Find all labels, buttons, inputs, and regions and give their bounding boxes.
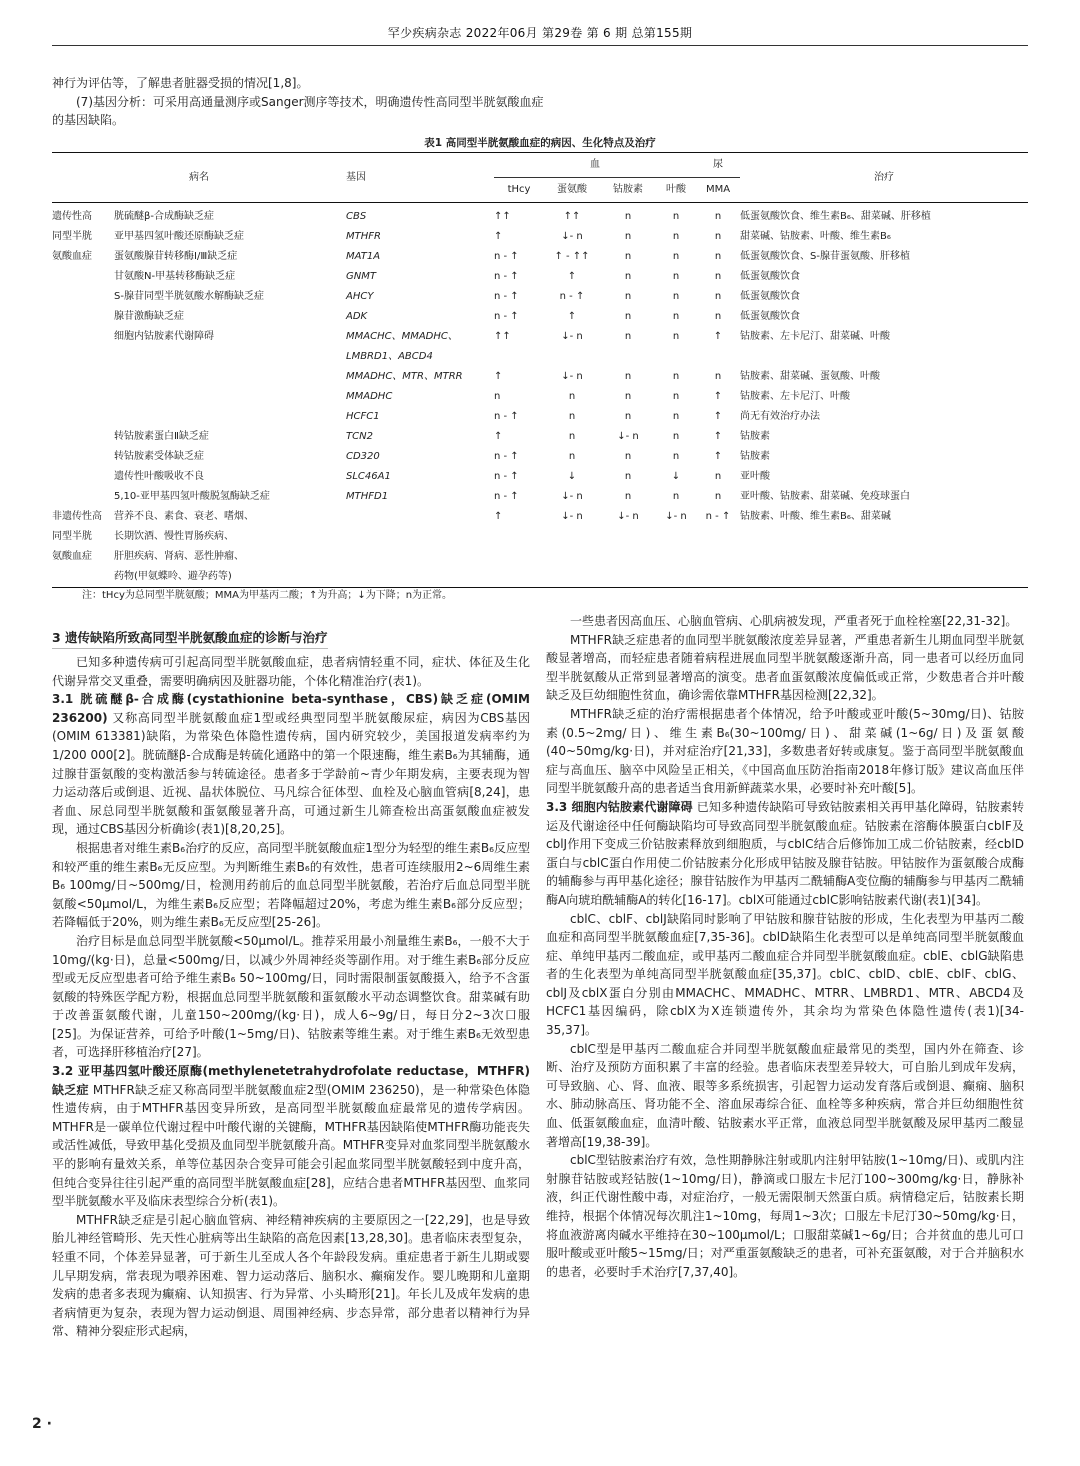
table-cell-thcy: n: [494, 391, 501, 402]
paragraph-3-1: 3.1 胱硫醚β-合成酶(cystathionine beta-synthase，CBS)缺乏症(OMIM 236200) 又称高同型半胱氨酸血症1型或经典型同型半胱氨酸尿症，病因为CBS基因(OMIM 613381)缺陷，为常染色体隐性遗传病，国内研究较少，美国报道发病率约为1/200 000[2]。胱硫醚β-合成酶是转硫化通路中的第一个限速酶，维生素B₆为其辅酶，通过腺苷蛋氨酸的变构激活参与转硫途径。患者多于学龄前~青少年期发病，主要表现为智力运动落后或倒退、近视、晶状体脱位、马凡综合征体型、血栓及心脑血管病[8,24]，患者血、尿总同型半胱氨酸和蛋氨酸显著升高，可通过新生儿筛查检出高蛋氨酸血症被发现，通过CBS基因分析确诊(表1)[8,20,25]。: [52, 692, 530, 837]
table-cell-tx: 钴胺素、左卡尼汀、甜菜碱、叶酸: [740, 331, 890, 342]
table-body: [52, 203, 1028, 588]
table-cell-cause: [114, 387, 346, 407]
table-cell-gene: MMADHC、MTR、MTRR: [346, 371, 463, 382]
table-cell-cause: 药物(甲氨蝶呤、避孕药等): [114, 571, 232, 582]
table-cell-met: ↓- n: [561, 511, 583, 522]
table-cell-thcy: n - ↑: [494, 271, 519, 282]
table-cell-thcy: ↑: [494, 431, 503, 442]
table-cell-thcy: ↑: [494, 511, 503, 522]
table-cell-tx: 钴胺素: [740, 431, 770, 442]
table-cell-cbl: n: [624, 371, 632, 382]
table-cell-cbl: n: [624, 451, 632, 462]
table-cell-fol: n: [672, 251, 680, 262]
table-row: [52, 367, 1028, 387]
table-cell-met: [544, 567, 600, 588]
table-cell-fol: n: [672, 411, 680, 422]
table-cell-mma: ↑: [713, 391, 723, 402]
table-cell-cbl: [600, 347, 656, 367]
table-cell-cbl: n: [624, 231, 632, 242]
table-cell-thcy: n - ↑: [494, 451, 519, 462]
table-cell-group: 氨酸血症: [52, 551, 92, 562]
table-cell-group: 遗传性高: [52, 211, 92, 222]
table-row: [52, 347, 1028, 367]
section-3-3-title: 3.3 细胞内钴胺素代谢障碍: [546, 799, 693, 814]
table-cell-mma: n: [714, 251, 722, 262]
table-row: [52, 507, 1028, 527]
table-cell-fol: ↓- n: [665, 511, 687, 522]
table-cell-met: ↑↑: [563, 211, 581, 222]
table-cell-gene: MMADHC: [346, 391, 393, 402]
paragraph: cblC型是甲基丙二酸血症合并同型半胱氨酸血症最常见的类型，国内外在筛查、诊断、治疗及预防方面积累了丰富的经验。患者临床表型差异较大，可自胎儿到成年发病，可导致脑、心、肾、血液、眼等多系统损害，引起智力运动发育落后或倒退、癫痫、脑积水、肺动脉高压、肾功能不全、溶血尿毒综合征、血栓等多种疾病，常合并巨幼细胞性贫血、低蛋氨酸血症，血清叶酸、钴胺素水平正常，血液总同型半胱氨酸及尿甲基丙二酸显著增高[19,38-39]。: [546, 1041, 1024, 1149]
table-cell-mma: ↑: [713, 411, 723, 422]
th-disease: 病名: [189, 171, 209, 183]
table-cell-cbl: n: [624, 291, 632, 302]
table-cell-mma: n: [714, 311, 722, 322]
table-cell-cbl: n: [624, 491, 632, 502]
table-cell-group: [52, 327, 114, 347]
table-cell-gene: HCFC1: [346, 411, 380, 422]
table-cell-mma: ↑: [713, 331, 723, 342]
table-cell-tx: 低蛋氨酸饮食: [740, 311, 800, 322]
table-cell-tx: 亚叶酸: [740, 471, 770, 482]
table-row: [52, 387, 1028, 407]
th-folate: 叶酸: [666, 184, 686, 195]
table-cell-cbl: [600, 527, 656, 547]
section-3-title: 3 遗传缺陷所致高同型半胱氨酸血症的诊断与治疗: [52, 628, 328, 649]
table-cell-group: 同型半胱: [52, 531, 92, 542]
table-cell-mma: n - ↑: [705, 511, 731, 522]
table-row: [52, 567, 1028, 588]
table-cell-fol: n: [672, 271, 680, 282]
table-cell-fol: [656, 547, 696, 567]
paragraph: 治疗目标是血总同型半胱氨酸<50μmol/L。推荐采用最小剂量维生素B₆，一般不大于10mg/(kg·日)，总量<500mg/日，以减少外周神经炎等副作用。对于维生素B₆部分反应型或无反应型患者可给予维生素B₆ 50~100mg/日，同时需限制蛋氨酸摄入，给予不含蛋氨酸的特殊医学配方粉，根据血总同型半胱氨酸和蛋氨酸水平动态调整饮食。甜菜碱有助于改善蛋氨酸代谢，儿童150~200mg/(kg·日)，成人6~9g/日，每日分2~3次口服[25]。为保证营养，可给予叶酸(1~5mg/日)、钴胺素等维生素。对于维生素B₆无效型患者，可选择肝移植治疗[27]。: [52, 933, 530, 1060]
table-cell-gene: SLC46A1: [346, 471, 391, 482]
table-cell-group: [52, 467, 114, 487]
table-cell-cause: 甘氨酸N-甲基转移酶缺乏症: [114, 271, 236, 282]
paragraph: MTHFR缺乏症的治疗需根据患者个体情况，给予叶酸或亚叶酸(5~30mg/日)、钴胺素(0.5~2mg/日)、维生素B₆(30~100mg/日)、甜菜碱(1~6g/日)及蛋氨酸(40~50mg/kg·日)，并对症治疗[21,33]，多数患者好转或康复。鉴于高同型半胱氨酸血症与高血压、脑卒中风险呈正相关，《中国高血压防治指南2018年修订版》建议高血压伴同型半胱氨酸升高的患者适当食用新鲜蔬菜水果，必要时补充叶酸[5]。: [546, 706, 1024, 796]
table-cell-met: ↓- n: [561, 491, 583, 502]
table-cell-met: [544, 547, 600, 567]
table-cell-group: 非遗传性高: [52, 511, 102, 522]
running-header: 罕少疾病杂志 2022年06月 第29卷 第 6 期 总第155期: [387, 26, 693, 40]
table-cell-mma: [696, 547, 740, 567]
table-cell-group: [52, 347, 114, 367]
table-cell-fol: n: [672, 231, 680, 242]
table-cell-mma: [696, 567, 740, 588]
table-cell-gene: ADK: [346, 311, 368, 322]
table-cell-met: ↑: [567, 271, 577, 282]
table-cell-thcy: ↑↑: [494, 331, 511, 342]
table-cell-tx: 低蛋氨酸饮食、S-腺苷蛋氨酸、肝移植: [740, 251, 910, 262]
table-cell-gene: [346, 507, 494, 527]
table-cell-mma: n: [714, 471, 722, 482]
table-cell-cause: 营养不良、素食、衰老、嗜烟、: [114, 511, 254, 522]
table-cell-tx: 尚无有效治疗办法: [740, 411, 820, 422]
table-cell-cbl: n: [624, 271, 632, 282]
table-row: [52, 467, 1028, 487]
table-cell-cause: 肝胆疾病、肾病、恶性肿瘤、: [114, 551, 244, 562]
right-column: [546, 612, 1024, 1281]
paragraph: MTHFR缺乏症患者的血同型半胱氨酸浓度差异显著，严重患者新生儿期血同型半胱氨酸显著增高，而轻症患者随着病程进展血同型半胱氨酸逐渐升高，同一患者可以经历血同型半胱氨酸从正常到显著增高的演变。患者血蛋氨酸浓度偏低或正常，少数患者合并叶酸缺乏及巨幼细胞性贫血，确诊需依靠MTHFR基因检测[22,32]。: [546, 632, 1024, 703]
table-cell-cause: S-腺苷同型半胱氨酸水解酶缺乏症: [114, 291, 264, 302]
table-cell-cause: 胱硫醚β-合成酶缺乏症: [114, 211, 214, 222]
intro-line-2: (7)基因分析：可采用高通量测序或Sanger测序等技术，明确遗传性高同型半胱氨酸血症的基因缺陷。: [52, 94, 544, 127]
table-cell-gene: [346, 547, 494, 567]
table-cell-gene: LMBRD1、ABCD4: [346, 351, 433, 362]
table-cell-cbl: n: [624, 331, 632, 342]
table-row: [52, 307, 1028, 327]
table-cell-tx: [740, 347, 1028, 367]
table-cell-group: [52, 427, 114, 447]
table-cell-thcy: n - ↑: [494, 471, 519, 482]
table-cell-fol: n: [672, 211, 680, 222]
table-cell-met: ↓- n: [561, 231, 583, 242]
table-cell-met: n: [568, 391, 576, 402]
table-cell-met: n: [568, 451, 576, 462]
table-row: [52, 227, 1028, 247]
table-cell-thcy: ↑: [494, 371, 503, 382]
table-cell-cbl: [600, 547, 656, 567]
section-3-2-title: 3.2 亚甲基四氢叶酸还原酶(methylenetetrahydrofolate reductase，MTHFR)缺乏症: [52, 1064, 530, 1097]
table-cell-mma: [696, 527, 740, 547]
paragraph: MTHFR缺乏症是引起心脑血管病、神经精神疾病的主要原因之一[22,29]，也是导致胎儿神经管畸形、先天性心脏病等出生缺陷的高危因素[13,28,30]。患者临床表型复杂，轻重不同，个体差异显著，可于新生儿至成人各个年龄段发病。重症患者于新生儿期或婴儿早期发病，常表现为喂养困难、智力运动落后、脑积水、癫痫发作。婴儿晚期和儿童期发病的患者多表现为癫痫、认知损害、行为异常、小头畸形[21]。年长儿及成年发病的患者病情更为复杂，表现为智力运动倒退、周围神经病、步态异常，部分患者以精神行为异常、精神分裂症形式起病，: [52, 1212, 530, 1339]
table-cell-met: n: [568, 431, 576, 442]
th-blood: 血: [494, 153, 696, 178]
table-cell-tx: 钴胺素、甜菜碱、蛋氨酸、叶酸: [740, 371, 880, 382]
table-cell-tx: 甜菜碱、钴胺素、叶酸、维生素B₆: [740, 231, 891, 242]
table-cell-fol: n: [672, 371, 680, 382]
table-cell-tx: 低蛋氨酸饮食: [740, 271, 800, 282]
table-cell-thcy: n - ↑: [494, 251, 519, 262]
table-cell-fol: n: [672, 491, 680, 502]
table-row: [52, 527, 1028, 547]
table-cell-tx: 低蛋氨酸饮食、维生素B₆、甜菜碱、肝移植: [740, 211, 931, 222]
table-cell-mma: ↑: [713, 451, 723, 462]
table-row: [52, 267, 1028, 287]
th-mma: MMA: [705, 184, 731, 195]
table-cell-cause: [114, 347, 346, 367]
section-3-1-title: 3.1 胱硫醚β-合成酶(cystathionine beta-synthase，CBS)缺乏症(OMIM 236200): [52, 692, 530, 725]
table-cell-cause: 亚甲基四氢叶酸还原酶缺乏症: [114, 231, 244, 242]
table-cell-gene: MTHFR: [346, 231, 381, 242]
table-cell-thcy: n - ↑: [494, 411, 519, 422]
table-cell-thcy: [494, 347, 544, 367]
table-cell-cbl: ↓- n: [617, 511, 639, 522]
table-cell-mma: ↑: [713, 431, 723, 442]
table-cell-met: [544, 347, 600, 367]
table-cell-group: [52, 307, 114, 327]
table-cell-thcy: n - ↑: [494, 291, 519, 302]
table-cell-gene: MAT1A: [346, 251, 381, 262]
table-cell-group: [52, 367, 114, 387]
th-met: 蛋氨酸: [557, 184, 587, 195]
table-cell-gene: CBS: [346, 211, 367, 222]
table-cell-gene: GNMT: [346, 271, 376, 282]
table-cell-mma: n: [714, 271, 722, 282]
table-cell-mma: n: [714, 371, 722, 382]
table-cell-fol: n: [672, 331, 680, 342]
th-treatment: 治疗: [874, 171, 894, 183]
table-cell-cause: 遗传性叶酸吸收不良: [114, 471, 204, 482]
table-cell-fol: [656, 527, 696, 547]
table-cell-cbl: ↓- n: [617, 431, 639, 442]
table-cell-gene: MMACHC、MMADHC、: [346, 331, 458, 342]
table-row: [52, 287, 1028, 307]
table-cell-thcy: n - ↑: [494, 491, 519, 502]
left-column: [52, 628, 530, 1341]
table-cell-mma: n: [714, 491, 722, 502]
table-cell-gene: [346, 567, 494, 588]
table-cell-group: [52, 267, 114, 287]
table-cell-met: [544, 527, 600, 547]
table-cell-cause: 腺苷激酶缺乏症: [114, 311, 184, 322]
intro-text: [52, 74, 552, 130]
table-cell-gene: TCN2: [346, 431, 373, 442]
paragraph-3-3: 3.3 细胞内钴胺素代谢障碍 已知多种遗传缺陷可导致钴胺素相关再甲基化障碍，钴胺素转运及代谢途径中任何酶缺陷均可导致高同型半胱氨酸血症。钴胺素在溶酶体膜蛋白cblF及cblJ作用下变成三价钴胺素释放到细胞质，与cblC结合后修饰加工成二价钴胺素，经cblD蛋白与cblC蛋白作用使二价钴胺素分化形成甲钴胺及腺苷钴胺。甲钴胺作为蛋氨酸合成酶的辅酶参与再甲基化途径；腺苷钴胺作为甲基丙二酰辅酶A变位酶的辅酶参与甲基丙二酰辅酶A向琥珀酰辅酶A的转化[16-17]。cblX可能通过cblC影响钴胺素代谢(表1)[34]。: [546, 799, 1024, 907]
paragraph: cblC、cblF、cblJ缺陷同时影响了甲钴胺和腺苷钴胺的形成，生化表型为甲基丙二酸血症和高同型半胱氨酸血症[7,35-36]。cblD缺陷生化表型可以是单纯高同型半胱氨酸血症、单纯甲基丙二酸血症，或甲基丙二酸血症合并同型半胱氨酸血症。cblE、cblG缺陷患者的生化表型为单纯高同型半胱氨酸血症[35,37]。cblC、cblD、cblE、cblF、cblG、cblJ及cblX蛋白分别由MMACHC、MMADHC、MTRR、LMBRD1、MTR、ABCD4及HCFC1基因编码，除cblX为X连锁遗传外，其余均为常染色体隐性遗传(表1)[34-35,37]。: [546, 911, 1024, 1038]
th-thcy: tHcy: [507, 184, 531, 195]
table-cell-gene: CD320: [346, 451, 380, 462]
table-cell-met: ↓- n: [561, 331, 583, 342]
table-cell-group: 氨酸血症: [52, 251, 92, 262]
table-cell-group: [52, 447, 114, 467]
table-cell-tx: [740, 527, 1028, 547]
table-cell-met: ↓: [567, 471, 577, 482]
table-cell-thcy: n - ↑: [494, 311, 519, 322]
table-cell-group: [52, 407, 114, 427]
paragraph: cblC型钴胺素治疗有效，急性期静脉注射或肌内注射甲钴胺(1~10mg/日)、或肌内注射腺苷钴胺或羟钴胺(1~10mg/日)，静滴或口服左卡尼汀100~300mg/kg·日，静脉补液，纠正代谢性酸中毒，对症治疗，一般无需限制天然蛋白质。病情稳定后，钴胺素长期维持，根据个体情况每次肌注1~10mg，每周1~3次；口服左卡尼汀30~50mg/kg·日，将血液游离肉碱水平维持在30~100μmol/L；口服甜菜碱1~6g/日；合并贫血的患儿可口服叶酸或亚叶酸5~15mg/日；对严重蛋氨酸缺乏的患者，可补充蛋氨酸，对于合并脑积水的患者，必要时手术治疗[7,37,40]。: [546, 1153, 1024, 1279]
table-cell-cause: 长期饮酒、慢性胃肠疾病、: [114, 531, 234, 542]
table-cell-mma: n: [714, 231, 722, 242]
table-cell-thcy: [494, 567, 544, 588]
table-cell-fol: [656, 347, 696, 367]
table-cell-cbl: n: [624, 251, 632, 262]
page-number: 2 ·: [32, 1416, 52, 1432]
table-cell-fol: n: [672, 291, 680, 302]
table-cell-fol: n: [672, 391, 680, 402]
table-cell-cause: 细胞内钴胺素代谢障碍: [114, 331, 214, 342]
table-row: [52, 547, 1028, 567]
header-rule: [52, 45, 1028, 46]
table-row: [52, 327, 1028, 347]
table-cell-tx: [740, 567, 1028, 588]
table-cell-group: [52, 567, 114, 588]
table-cell-met: ↑: [567, 311, 577, 322]
table-cell-fol: n: [672, 311, 680, 322]
table-title: 表1 高同型半胱氨酸血症的病因、生化特点及治疗: [424, 137, 656, 149]
table-row: [52, 487, 1028, 507]
table-cell-cbl: n: [624, 211, 632, 222]
table-cell-tx: 亚叶酸、钴胺素、甜菜碱、免疫球蛋白: [740, 491, 910, 502]
table-note: 注：tHcy为总同型半胱氨酸；MMA为甲基丙二酸；↑为升高；↓为下降；n为正常。: [82, 590, 453, 601]
table-cell-mma: n: [714, 291, 722, 302]
table-cell-met: ↑ - ↑↑: [554, 251, 590, 262]
paragraph: 已知多种遗传病可引起高同型半胱氨酸血症，患者病情轻重不同，症状、体征及生化代谢异常交叉重叠，需要明确病因及脏器功能，个体化精准治疗(表1)。: [52, 655, 530, 688]
table-cell-cause: 转钴胺素受体缺乏症: [114, 451, 204, 462]
table-cell-thcy: ↑: [494, 231, 503, 242]
table-cell-tx: 钴胺素、叶酸、维生素B₆、甜菜碱: [740, 511, 891, 522]
table-row: [52, 427, 1028, 447]
table-cell-thcy: [494, 547, 544, 567]
table-cell-cause: [114, 407, 346, 427]
table-cell-fol: n: [672, 451, 680, 462]
etiology-table: [52, 152, 1028, 588]
table-cell-fol: n: [672, 431, 680, 442]
table-cell-cause: 5,10-亚甲基四氢叶酸脱氢酶缺乏症: [114, 491, 270, 502]
table-cell-tx: 钴胺素、左卡尼汀、叶酸: [740, 391, 850, 402]
th-urine: 尿: [696, 153, 740, 178]
table-cell-cbl: n: [624, 391, 632, 402]
table-cell-mma: [696, 347, 740, 367]
table-row: [52, 407, 1028, 427]
paragraph: 一些患者因高血压、心脑血管病、心肌病被发现，严重者死于血栓栓塞[22,31-32]。: [570, 614, 1018, 628]
table-row: [52, 203, 1028, 228]
intro-line-1: 神行为评估等，了解患者脏器受损的情况[1,8]。: [52, 76, 309, 90]
paragraph: 根据患者对维生素B₆治疗的反应，高同型半胱氨酸血症1型分为轻型的维生素B₆反应型和较严重的维生素B₆无反应型。为判断维生素B₆的有效性，患者可连续服用2~6周维生素B₆ 100mg/日~500mg/日，检测用药前后的血总同型半胱氨酸，若治疗后血总同型半胱氨酸<50μmol/L，为维生素B₆反应型；若降幅超过20%，考虑为维生素B₆部分反应型；若降幅低于20%，则为维生素B₆无反应型[25-26]。: [52, 840, 530, 930]
table-cell-thcy: [494, 527, 544, 547]
table-row: [52, 447, 1028, 467]
table-row: [52, 247, 1028, 267]
table-cell-tx: 钴胺素: [740, 451, 770, 462]
table-cell-cbl: n: [624, 311, 632, 322]
table-cell-fol: [656, 567, 696, 588]
table-cell-group: [52, 487, 114, 507]
table-cell-met: n: [568, 411, 576, 422]
paragraph-3-2: 3.2 亚甲基四氢叶酸还原酶(methylenetetrahydrofolate reductase，MTHFR)缺乏症 MTHFR缺乏症又称高同型半胱氨酸血症2型(OMIM 236250)，是一种常染色体隐性遗传病，由于MTHFR基因变异所致，是高同型半胱氨酸血症最常见的遗传学病因。MTHFR是一碳单位代谢过程中叶酸代谢的关键酶，MTHFR基因缺陷使MTHFR酶功能丧失或活性减低，导致甲基化受损及血同型半胱氨酸升高。MTHFR变异对血浆同型半胱氨酸水平的影响有量效关系，单等位基因杂合变异可能会引起血浆同型半胱氨酸轻到中度升高，但纯合变异往往引起严重的高同型半胱氨酸血症[28]，应结合患者MTHFR基因型、血浆同型半胱氨酸水平及临床表型综合分析(表1)。: [52, 1064, 530, 1209]
table-cell-gene: AHCY: [346, 291, 374, 302]
table-cell-thcy: ↑↑: [494, 211, 511, 222]
table-cell-cause: [114, 367, 346, 387]
table-cell-group: 同型半胱: [52, 231, 92, 242]
table-cell-mma: n: [714, 211, 722, 222]
th-cbl: 钴胺素: [613, 184, 643, 195]
th-gene: 基因: [346, 171, 366, 183]
table-cell-cbl: [600, 567, 656, 588]
table-cell-tx: 低蛋氨酸饮食: [740, 291, 800, 302]
table-cell-met: ↓- n: [561, 371, 583, 382]
table-cell-cbl: n: [624, 471, 632, 482]
table-cell-group: [52, 387, 114, 407]
table-cell-cause: 蛋氨酸腺苷转移酶Ⅰ/Ⅲ缺乏症: [114, 251, 238, 262]
table-cell-gene: MTHFD1: [346, 491, 389, 502]
table-cell-fol: ↓: [671, 471, 681, 482]
table-cell-cbl: n: [624, 411, 632, 422]
table-cell-met: n - ↑: [559, 291, 585, 302]
table-cell-cause: 转钴胺素蛋白Ⅱ缺乏症: [114, 431, 209, 442]
table-cell-gene: [346, 527, 494, 547]
table-cell-group: [52, 287, 114, 307]
table-cell-tx: [740, 547, 1028, 567]
